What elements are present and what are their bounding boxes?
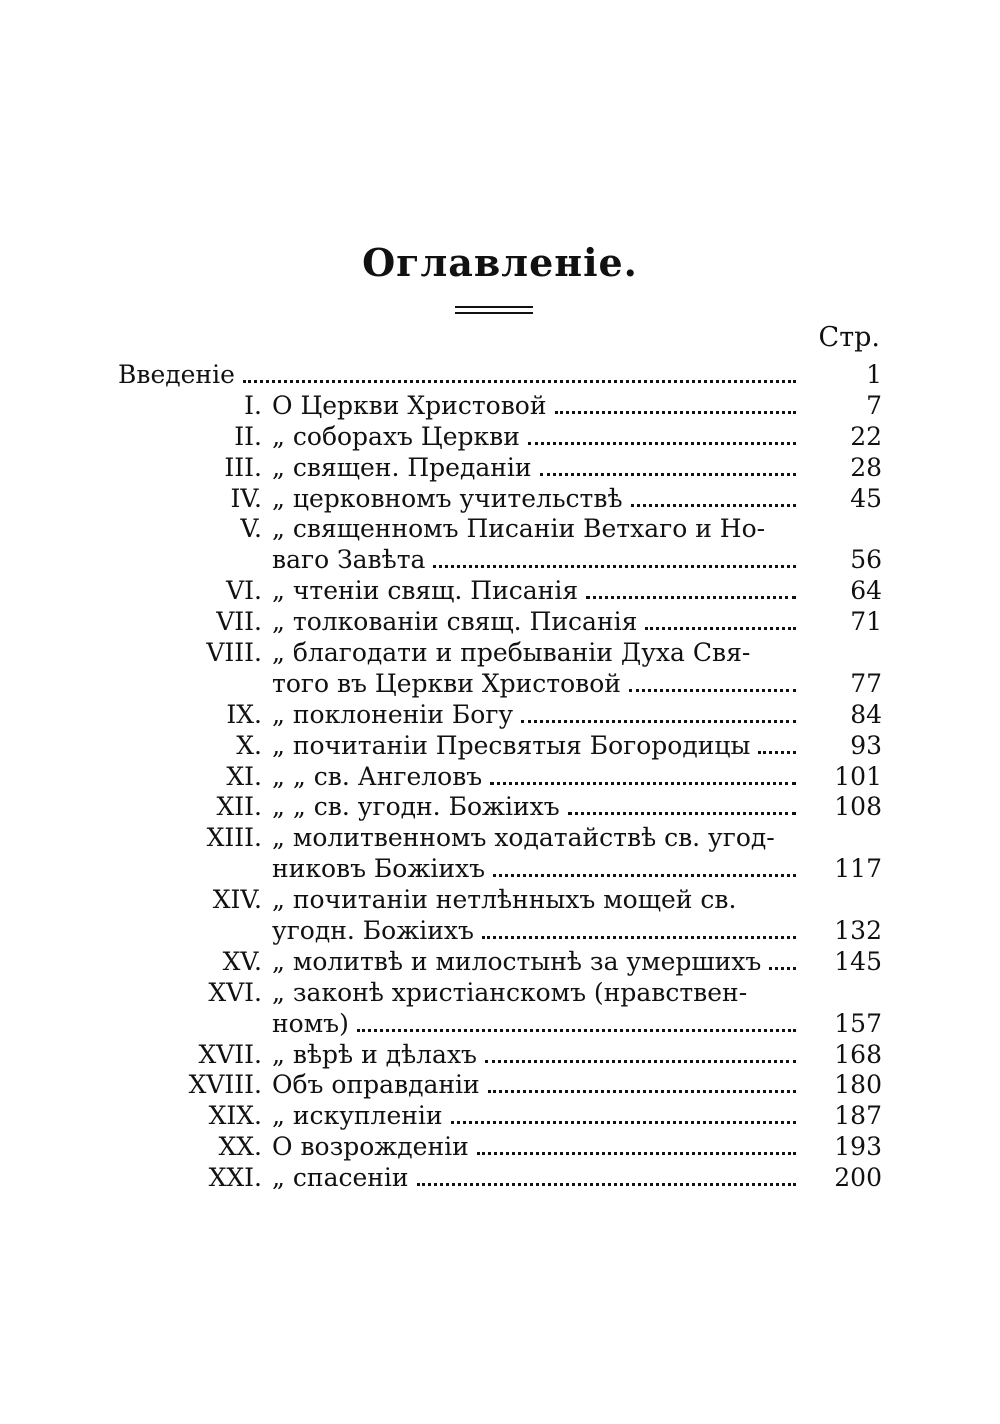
page-number: 45 <box>850 483 882 513</box>
toc-entry-line[interactable] <box>0 484 1000 515</box>
chapter-number: X. <box>236 730 262 760</box>
page-number: 108 <box>834 792 882 822</box>
entry-title: Введеніе <box>118 360 235 389</box>
title-rule <box>455 306 533 314</box>
page-number: 93 <box>850 730 882 760</box>
page-number: 22 <box>850 421 882 451</box>
toc-entry-line[interactable] <box>0 792 1000 823</box>
dot-leader <box>433 545 796 568</box>
toc-entry-line[interactable] <box>0 360 1000 391</box>
toc-entry-line[interactable] <box>0 885 1000 916</box>
entry-title: „ „ св. угодн. Божіихъ <box>272 792 560 822</box>
chapter-number: XIV. <box>212 885 262 915</box>
dot-leader <box>243 360 796 383</box>
toc-entry-line[interactable] <box>0 947 1000 978</box>
dot-leader <box>477 1132 796 1155</box>
entry-title: номъ) <box>272 1008 349 1038</box>
entry-title: „ чтеніи свящ. Писанія <box>272 576 579 606</box>
toc-entry-line[interactable] <box>0 731 1000 762</box>
page-number: 101 <box>834 761 882 791</box>
toc-entry-line[interactable] <box>0 1163 1000 1194</box>
toc-entry-line[interactable] <box>0 422 1000 453</box>
dot-leader <box>490 762 796 785</box>
entry-title: „ законѣ христіанскомъ (нравствен- <box>272 977 748 1007</box>
toc-entry-line[interactable] <box>0 514 1000 545</box>
toc-entry-line[interactable] <box>0 916 1000 947</box>
page-number: 132 <box>834 916 882 946</box>
dot-leader <box>586 576 796 599</box>
page-number: 71 <box>850 607 882 637</box>
entry-title: „ „ св. Ангеловъ <box>272 761 483 791</box>
toc-entry-line[interactable] <box>0 453 1000 484</box>
toc-entry-line[interactable] <box>0 391 1000 422</box>
page-number: 84 <box>850 699 882 729</box>
chapter-number: XXI. <box>208 1163 262 1193</box>
dot-leader <box>528 422 796 445</box>
entry-title: „ почитаніи Пресвятыя Богородицы <box>272 730 751 760</box>
entry-title: О Церкви Христовой <box>272 390 547 420</box>
page-number: 168 <box>834 1039 882 1069</box>
toc-entry-line[interactable] <box>0 1101 1000 1132</box>
page-number: 187 <box>834 1101 882 1131</box>
entry-title: „ благодати и пребываніи Духа Свя- <box>272 638 751 668</box>
dot-leader <box>631 484 796 507</box>
dot-leader <box>555 391 797 414</box>
entry-title: „ церковномъ учительствѣ <box>272 483 623 513</box>
page-column-label: Стр. <box>818 322 880 353</box>
chapter-number: XVI. <box>208 977 262 1007</box>
page-number: 193 <box>834 1132 882 1162</box>
chapter-number: IV. <box>230 483 262 513</box>
chapter-number: XVIII. <box>188 1070 262 1100</box>
entry-title: „ священ. Преданіи <box>272 452 532 482</box>
toc-entry-line[interactable] <box>0 1009 1000 1040</box>
dot-leader <box>488 1070 796 1093</box>
entry-title: О возрожденіи <box>272 1132 469 1162</box>
dot-leader <box>521 700 796 723</box>
page-number: 7 <box>866 390 882 420</box>
page-number: 28 <box>850 452 882 482</box>
toc-list <box>0 360 1000 1194</box>
toc-entry-line[interactable] <box>0 669 1000 700</box>
chapter-number: VI. <box>226 576 262 606</box>
chapter-number: VII. <box>216 607 262 637</box>
dot-leader <box>568 792 796 815</box>
page-number: 117 <box>834 854 882 884</box>
entry-title: „ соборахъ Церкви <box>272 421 520 451</box>
entry-title: „ молитвенномъ ходатайствѣ св. угод- <box>272 823 775 853</box>
entry-title: „ почитаніи нетлѣнныхъ мощей св. <box>272 885 737 915</box>
page-number: 145 <box>834 946 882 976</box>
dot-leader <box>645 607 796 630</box>
dot-leader <box>485 1040 796 1063</box>
toc-entry-line[interactable] <box>0 762 1000 793</box>
chapter-number: XIII. <box>206 823 262 853</box>
page-number: 200 <box>834 1163 882 1193</box>
toc-entry-line[interactable] <box>0 978 1000 1009</box>
chapter-number: I. <box>244 390 262 420</box>
chapter-number: XVII. <box>198 1039 262 1069</box>
chapter-number: IX. <box>226 699 262 729</box>
dot-leader <box>540 453 796 476</box>
page-title: Оглавленіе. <box>362 240 638 285</box>
page-number: 157 <box>834 1008 882 1038</box>
toc-entry-line[interactable] <box>0 545 1000 576</box>
dot-leader <box>417 1163 796 1186</box>
dot-leader <box>451 1101 796 1124</box>
toc-entry-line[interactable] <box>0 576 1000 607</box>
entry-title: угодн. Божіихъ <box>272 916 474 946</box>
toc-entry-line[interactable] <box>0 823 1000 854</box>
chapter-number: III. <box>224 452 262 482</box>
page-number: 56 <box>850 545 882 575</box>
entry-title: „ толкованіи свящ. Писанія <box>272 607 638 637</box>
page-number: 1 <box>866 360 882 389</box>
chapter-number: XV. <box>222 946 262 976</box>
entry-title: „ вѣрѣ и дѣлахъ <box>272 1039 477 1069</box>
dot-leader <box>493 854 796 877</box>
entry-title: никовъ Божіихъ <box>272 854 486 884</box>
chapter-number: XIX. <box>208 1101 262 1131</box>
dot-leader <box>629 669 796 692</box>
entry-title: того въ Церкви Христовой <box>272 668 621 698</box>
toc-entry-line[interactable] <box>0 1132 1000 1163</box>
entry-title: ваго Завѣта <box>272 545 426 575</box>
entry-title: „ поклоненіи Богу <box>272 699 514 729</box>
entry-title: „ искупленіи <box>272 1101 443 1131</box>
dot-leader <box>482 916 796 939</box>
toc-entry-line[interactable] <box>0 1070 1000 1101</box>
page-number: 64 <box>850 576 882 606</box>
dot-leader <box>758 731 796 754</box>
dot-leader <box>769 947 796 970</box>
toc-entry-line[interactable] <box>0 638 1000 669</box>
chapter-number: II. <box>234 421 262 451</box>
toc-entry-line[interactable] <box>0 1040 1000 1071</box>
chapter-number: XX. <box>218 1132 262 1162</box>
toc-entry-line[interactable] <box>0 607 1000 638</box>
chapter-number: XII. <box>216 792 262 822</box>
entry-title: „ спасеніи <box>272 1163 409 1193</box>
chapter-number: VIII. <box>206 638 262 668</box>
page-number: 180 <box>834 1070 882 1100</box>
toc-entry-line[interactable] <box>0 700 1000 731</box>
entry-title: Объ оправданіи <box>272 1070 480 1100</box>
entry-title: „ молитвѣ и милостынѣ за умершихъ <box>272 946 762 976</box>
toc-entry-line[interactable] <box>0 854 1000 885</box>
chapter-number: XI. <box>226 761 262 791</box>
entry-title: „ священномъ Писаніи Ветхаго и Но- <box>272 514 766 544</box>
chapter-number: V. <box>240 514 262 544</box>
page-number: 77 <box>850 668 882 698</box>
dot-leader <box>357 1009 796 1032</box>
